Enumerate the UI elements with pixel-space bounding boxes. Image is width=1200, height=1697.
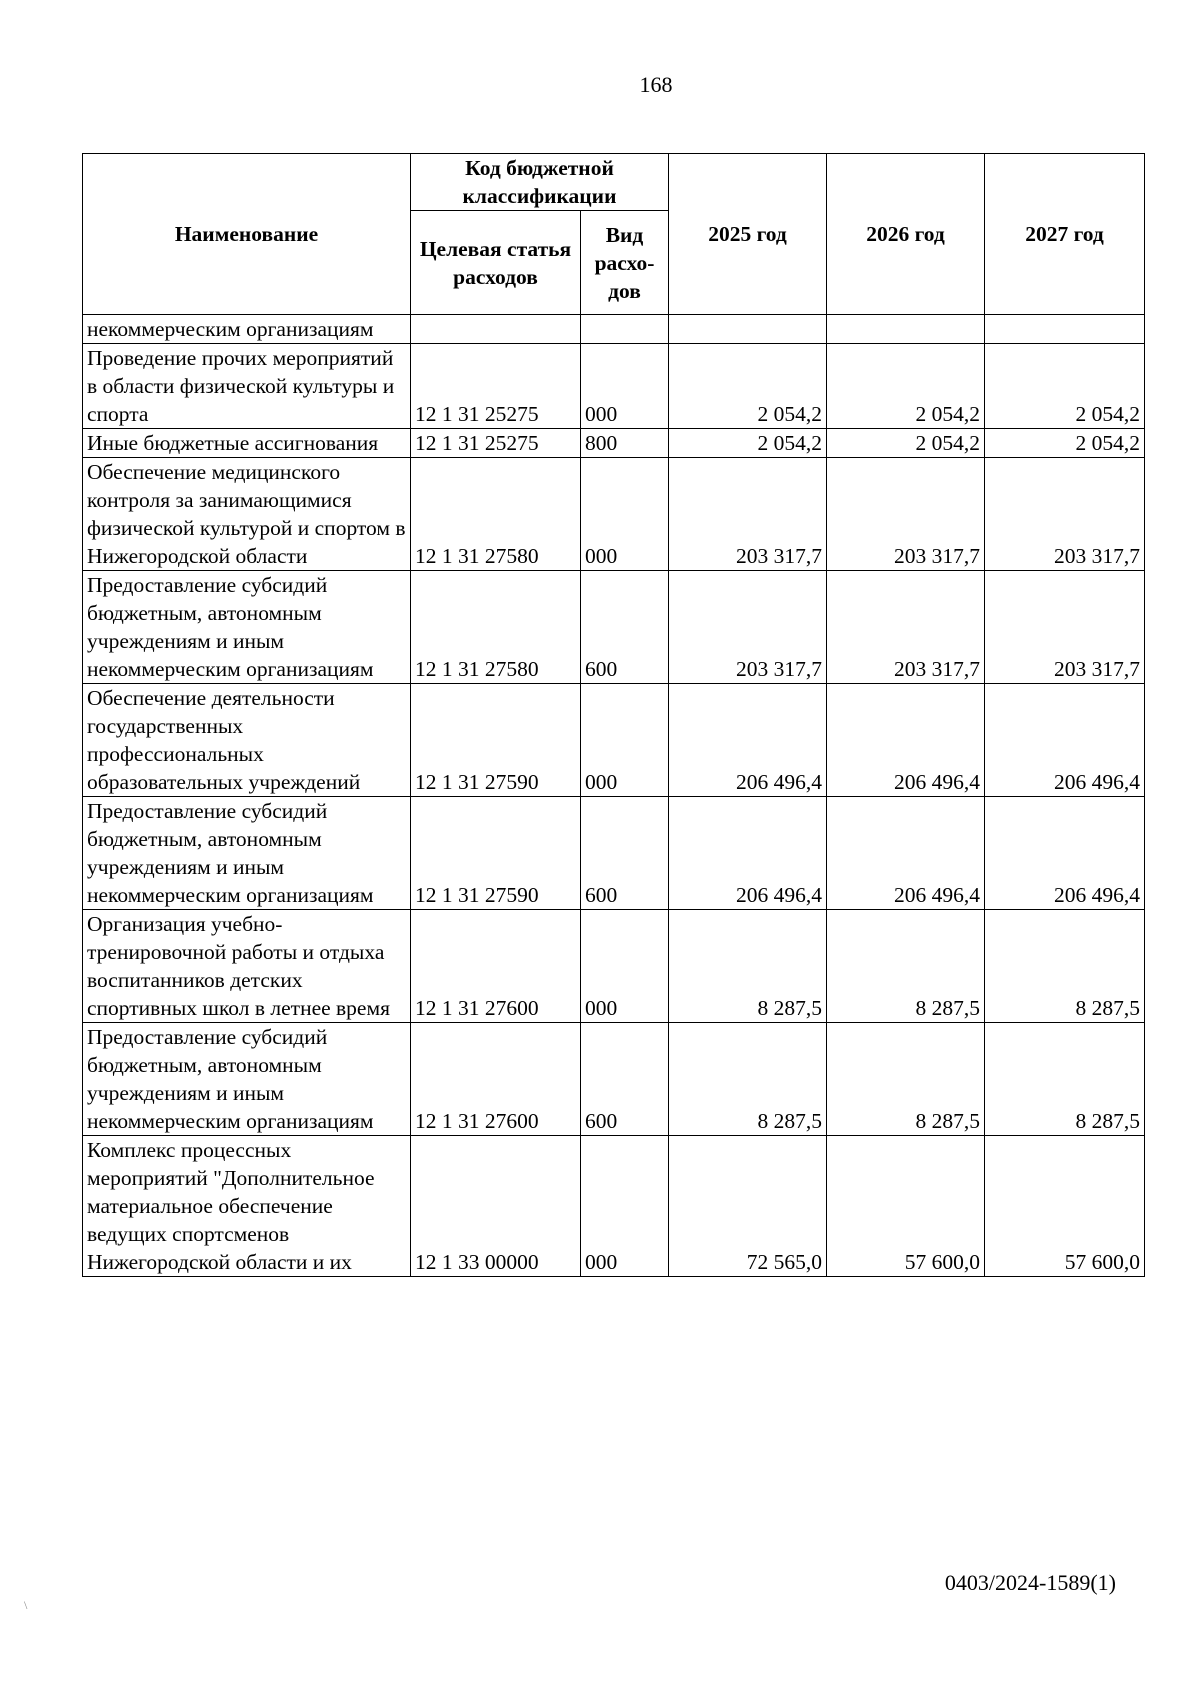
cell-2026: 2 054,2 <box>827 344 985 429</box>
cell-name: Предоставление субсидий бюджетным, автономным учреждениям и иным некоммерческим организациям <box>83 571 411 684</box>
header-name: Наименование <box>83 154 411 315</box>
cell-2025: 206 496,4 <box>669 684 827 797</box>
cell-expense-kind <box>581 315 669 344</box>
cell-name: Организация учебно-тренировочной работы и отдыха воспитанников детских спортивных школ в летнее время <box>83 910 411 1023</box>
table-row <box>83 315 1145 344</box>
cell-name: Предоставление субсидий бюджетным, автономным учреждениям и иным некоммерческим организациям <box>83 797 411 910</box>
cell-2026: 57 600,0 <box>827 1136 985 1277</box>
cell-2025: 2 054,2 <box>669 429 827 458</box>
table-row <box>83 910 1145 1023</box>
cell-2025 <box>669 315 827 344</box>
cell-expense-kind: 000 <box>581 684 669 797</box>
table-row <box>83 1023 1145 1136</box>
cell-2025: 2 054,2 <box>669 344 827 429</box>
cell-2027: 206 496,4 <box>985 797 1145 910</box>
cell-2026: 203 317,7 <box>827 458 985 571</box>
cell-expense-kind: 000 <box>581 1136 669 1277</box>
table-row <box>83 429 1145 458</box>
header-target: Целевая статья расходов <box>411 211 581 315</box>
header-code-group: Код бюджетной классификации <box>411 154 669 211</box>
table-row <box>83 684 1145 797</box>
cell-2026 <box>827 315 985 344</box>
header-row-1 <box>83 154 1145 211</box>
cell-2027: 8 287,5 <box>985 910 1145 1023</box>
cell-2026: 203 317,7 <box>827 571 985 684</box>
cell-expense-kind: 600 <box>581 797 669 910</box>
cell-target-code: 12 1 31 27580 <box>411 458 581 571</box>
cell-2026: 8 287,5 <box>827 910 985 1023</box>
cell-name: Обеспечение деятельности государственных профессиональных образовательных учреждений <box>83 684 411 797</box>
scan-mark: \ <box>24 1598 28 1612</box>
table-row <box>83 571 1145 684</box>
header-2027: 2027 год <box>985 154 1145 315</box>
table-row <box>83 797 1145 910</box>
cell-target-code <box>411 315 581 344</box>
cell-2026: 2 054,2 <box>827 429 985 458</box>
cell-target-code: 12 1 31 27590 <box>411 684 581 797</box>
cell-2027: 8 287,5 <box>985 1023 1145 1136</box>
cell-2026: 206 496,4 <box>827 797 985 910</box>
cell-2027 <box>985 315 1145 344</box>
cell-2025: 203 317,7 <box>669 571 827 684</box>
cell-expense-kind: 600 <box>581 571 669 684</box>
cell-2026: 206 496,4 <box>827 684 985 797</box>
cell-2027: 57 600,0 <box>985 1136 1145 1277</box>
table-row <box>83 458 1145 571</box>
cell-name: Комплекс процессных мероприятий "Дополнительное материальное обеспечение ведущих спортсменов Нижегородской области и их <box>83 1136 411 1277</box>
header-kind: Вид расхо-дов <box>581 211 669 315</box>
cell-name: Предоставление субсидий бюджетным, автономным учреждениям и иным некоммерческим организациям <box>83 1023 411 1136</box>
cell-2027: 203 317,7 <box>985 458 1145 571</box>
cell-target-code: 12 1 31 27600 <box>411 1023 581 1136</box>
cell-expense-kind: 000 <box>581 910 669 1023</box>
header-2026: 2026 год <box>827 154 985 315</box>
cell-target-code: 12 1 33 00000 <box>411 1136 581 1277</box>
document-number: 0403/2024-1589(1) <box>944 1570 1116 1595</box>
cell-expense-kind: 600 <box>581 1023 669 1136</box>
cell-2026: 8 287,5 <box>827 1023 985 1136</box>
cell-name: Иные бюджетные ассигнования <box>83 429 411 458</box>
cell-target-code: 12 1 31 25275 <box>411 344 581 429</box>
cell-2025: 8 287,5 <box>669 1023 827 1136</box>
table-row <box>83 1136 1145 1277</box>
page-number: 168 <box>639 72 673 97</box>
table-body <box>83 315 1145 1277</box>
cell-expense-kind: 800 <box>581 429 669 458</box>
cell-target-code: 12 1 31 27590 <box>411 797 581 910</box>
cell-2025: 206 496,4 <box>669 797 827 910</box>
cell-2025: 72 565,0 <box>669 1136 827 1277</box>
cell-target-code: 12 1 31 25275 <box>411 429 581 458</box>
cell-expense-kind: 000 <box>581 458 669 571</box>
cell-name: некоммерческим организациям <box>83 315 411 344</box>
budget-table <box>82 153 1145 1277</box>
cell-2027: 2 054,2 <box>985 344 1145 429</box>
header-2025: 2025 год <box>669 154 827 315</box>
table-row <box>83 344 1145 429</box>
cell-expense-kind: 000 <box>581 344 669 429</box>
cell-target-code: 12 1 31 27600 <box>411 910 581 1023</box>
cell-2027: 203 317,7 <box>985 571 1145 684</box>
cell-2025: 8 287,5 <box>669 910 827 1023</box>
cell-2025: 203 317,7 <box>669 458 827 571</box>
cell-2027: 206 496,4 <box>985 684 1145 797</box>
cell-2027: 2 054,2 <box>985 429 1145 458</box>
cell-name: Проведение прочих мероприятий в области физической культуры и спорта <box>83 344 411 429</box>
cell-target-code: 12 1 31 27580 <box>411 571 581 684</box>
cell-name: Обеспечение медицинского контроля за занимающимися физической культурой и спортом в Нижегородской области <box>83 458 411 571</box>
